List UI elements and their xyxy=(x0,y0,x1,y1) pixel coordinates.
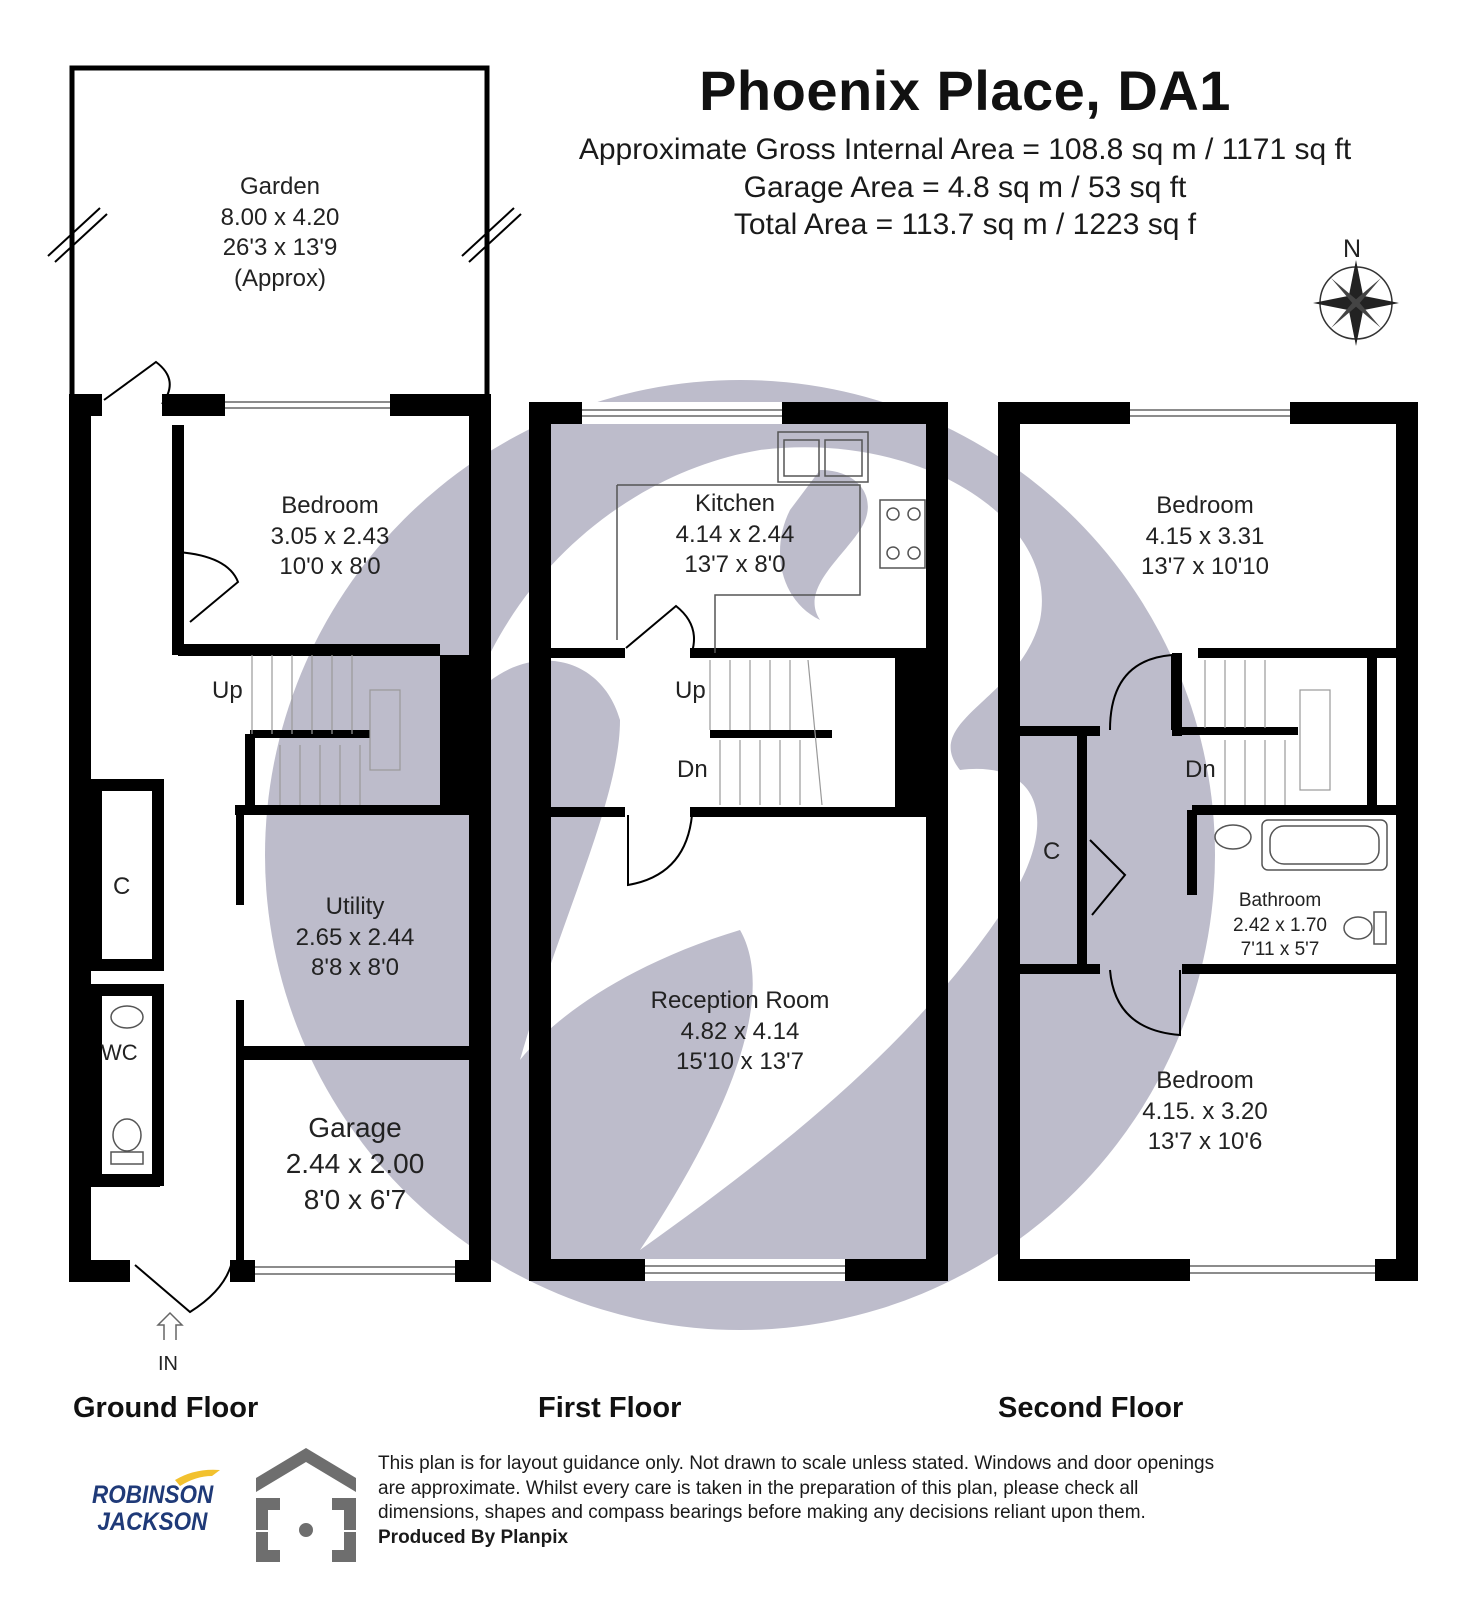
bathroom-label xyxy=(1205,889,1355,963)
garage-area: Garage Area = 4.8 sq m / 53 sq ft xyxy=(743,171,1187,204)
second-stairs-down-label: Dn xyxy=(1185,756,1216,783)
plan-title: Phoenix Place, DA1 xyxy=(699,59,1231,122)
garden-name: Garden xyxy=(239,173,321,200)
garden-imperial: 26'3 x 13'9 xyxy=(222,234,338,262)
entrance-label: IN xyxy=(158,1353,178,1375)
garage-name: Garage xyxy=(308,1112,402,1143)
second-bedroom1-metric: 4.15 x 3.31 xyxy=(1145,522,1265,550)
garden-note: (Approx) xyxy=(233,265,327,293)
utility-label xyxy=(245,892,465,984)
compass-icon xyxy=(1313,260,1399,346)
first-stairs-down-label: Dn xyxy=(677,756,708,783)
garden-metric: 8.00 x 4.20 xyxy=(220,203,340,231)
wc-fittings xyxy=(111,1006,143,1164)
ground-bedroom-label xyxy=(220,491,440,583)
kitchen-imperial: 13'7 x 8'0 xyxy=(684,551,786,579)
kitchen-name: Kitchen xyxy=(694,490,776,517)
second-bedroom2-metric: 4.15. x 3.20 xyxy=(1142,1097,1268,1125)
ground-bedroom-imperial: 10'0 x 8'0 xyxy=(279,553,381,581)
second-bedroom2-imperial: 13'7 x 10'6 xyxy=(1147,1128,1263,1156)
ground-stairs-up-label: Up xyxy=(212,677,243,704)
disclaimer-line-3: dimensions, shapes and compass bearings before making any decisions reliant upon them. xyxy=(378,1502,1146,1523)
kitchen-metric: 4.14 x 2.44 xyxy=(675,520,795,548)
kitchen-label xyxy=(625,489,845,581)
second-bedroom1-imperial: 13'7 x 10'10 xyxy=(1141,553,1269,581)
ground-bedroom-name: Bedroom xyxy=(281,492,379,519)
reception-name: Reception Room xyxy=(650,987,830,1014)
garage-label xyxy=(245,1110,465,1217)
reception-label xyxy=(605,986,875,1078)
ground-cupboard-label: C xyxy=(113,873,131,900)
gross-internal-area: Approximate Gross Internal Area = 108.8 sq m / 1171 sq ft xyxy=(578,133,1352,166)
robinson-jackson-logo xyxy=(92,1482,213,1536)
garage-imperial: 8'0 x 6'7 xyxy=(303,1183,407,1215)
second-floor-title: Second Floor xyxy=(998,1392,1184,1424)
planpix-logo xyxy=(256,1448,356,1562)
second-bedroom2-label xyxy=(1095,1066,1315,1158)
utility-metric: 2.65 x 2.44 xyxy=(295,923,415,951)
reception-imperial: 15'10 x 13'7 xyxy=(676,1048,804,1076)
bathroom-name: Bathroom xyxy=(1238,890,1322,911)
producer-credit: Produced By Planpix xyxy=(378,1526,569,1548)
garage-metric: 2.44 x 2.00 xyxy=(285,1147,425,1179)
disclaimer xyxy=(378,1452,1318,1550)
utility-imperial: 8'8 x 8'0 xyxy=(311,954,399,982)
second-bedroom1-name: Bedroom xyxy=(1156,492,1254,519)
bathroom-imperial: 7'11 x 5'7 xyxy=(1240,939,1320,961)
first-stairs-up-label: Up xyxy=(675,677,706,704)
second-cupboard-label: C xyxy=(1043,838,1061,865)
disclaimer-line-1: This plan is for layout guidance only. Not drawn to scale unless stated. Windows and door openings xyxy=(378,1453,1215,1474)
wc-label: WC xyxy=(101,1040,138,1065)
first-floor-title: First Floor xyxy=(538,1392,682,1424)
entrance-arrow-icon xyxy=(158,1313,182,1340)
reception-metric: 4.82 x 4.14 xyxy=(680,1017,800,1045)
bathroom-metric: 2.42 x 1.70 xyxy=(1232,914,1328,936)
disclaimer-line-2: are approximate. Whilst every care is taken in the preparation of this plan, please check all xyxy=(378,1477,1139,1499)
garden-label xyxy=(170,172,390,295)
utility-name: Utility xyxy=(325,893,385,920)
compass-north-label: N xyxy=(1343,235,1362,263)
second-bedroom2-name: Bedroom xyxy=(1156,1067,1254,1094)
logo-line-robinson: ROBINSON xyxy=(92,1481,214,1509)
ground-floor-title: Ground Floor xyxy=(73,1392,259,1424)
ground-bedroom-metric: 3.05 x 2.43 xyxy=(270,522,390,550)
total-area: Total Area = 113.7 sq m / 1223 sq f xyxy=(733,208,1197,241)
logo-line-jackson: JACKSON xyxy=(97,1508,208,1536)
second-bedroom1-label xyxy=(1095,491,1315,583)
